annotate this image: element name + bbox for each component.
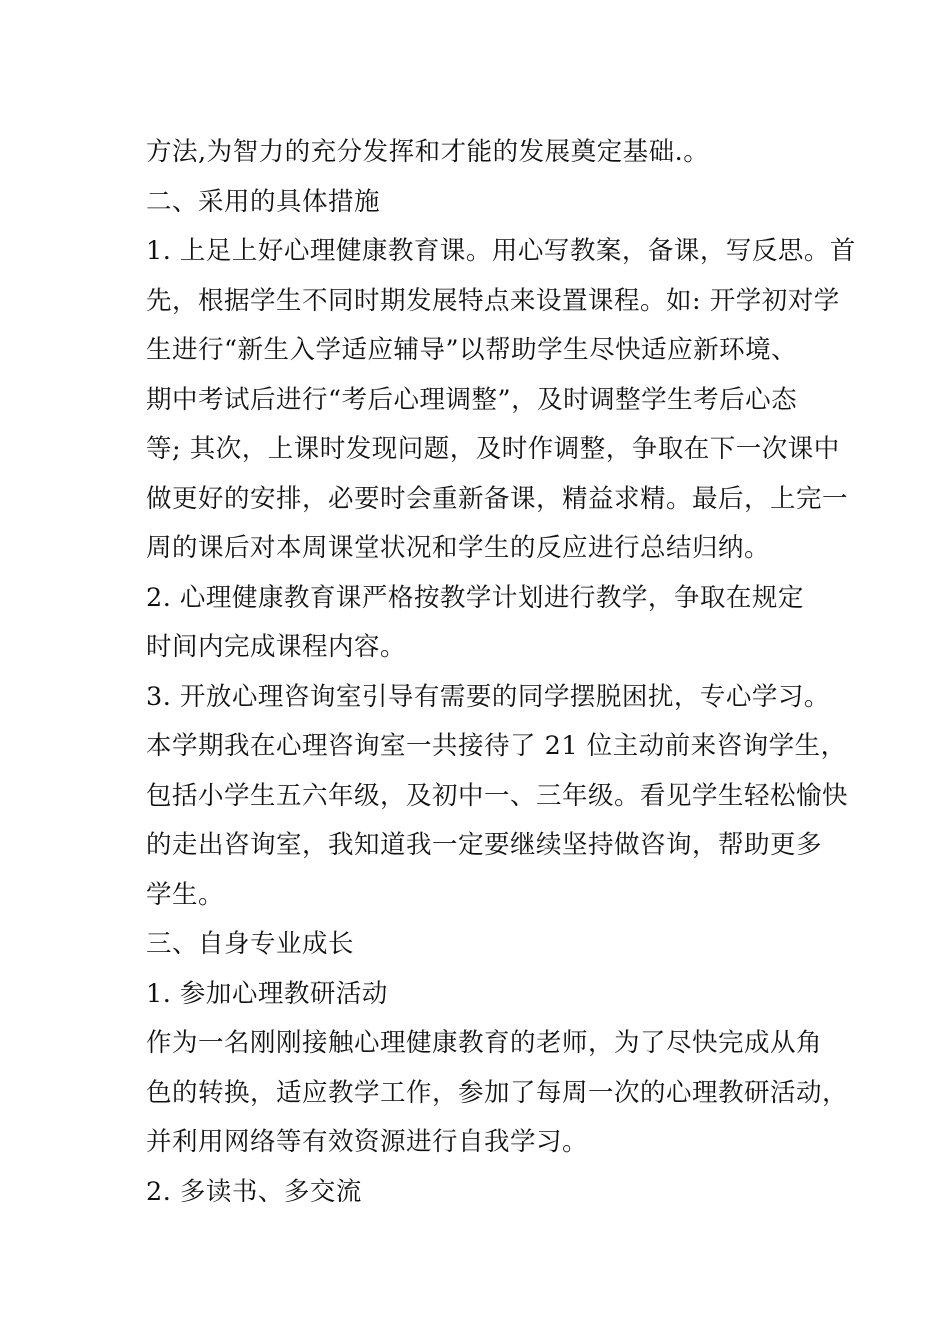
body-line-18: 1. 参加心理教研活动 [146,978,388,1009]
body-line-11: 时间内完成课程内容。 [146,632,407,662]
document-body [146,128,856,1217]
body-line-13: 本学期我在心理咨询室一共接待了 21 位主动前来咨询学生， [146,731,847,761]
section-heading-growth: 三、自身专业成长 [146,929,355,959]
body-line-12: 3. 开放心理咨询室引导有需要的同学摆脱困扰，专心学习。 [146,681,830,712]
section-heading-measures: 二、采用的具体措施 [146,186,381,217]
body-line-5: 生进行“新生入学适应辅导”以帮助学生尽快适应新环境、 [146,335,798,365]
body-line-20: 色的转换，适应教学工作，参加了每周一次的心理教研活动， [146,1077,849,1108]
body-line-3: 1. 上足上好心理健康教育课。用心写教案，备课，写反思。首 [146,236,856,266]
body-line-15: 的走出咨询室，我知道我一定要继续坚持做咨询，帮助更多 [146,830,823,860]
body-line-10: 2. 心理健康教育课严格按教学计划进行教学，争取在规定 [146,582,804,613]
body-line-16: 学生。 [146,879,225,910]
body-line-4: 先，根据学生不同时期发展特点来设置课程。如: 开学初对学 [146,285,840,316]
body-line-9: 周的课后对本周课堂状况和学生的反应进行总结归纳。 [146,533,771,563]
body-line-6: 期中考试后进行“考后心理调整”，及时调整学生考后心态 [146,384,798,415]
body-line-21: 并利用网络等有效资源进行自我学习。 [146,1127,589,1157]
body-line-22: 2. 多读书、多交流 [146,1176,362,1207]
body-line-14: 包括小学生五六年级，及初中一、三年级。看见学生轻松愉快 [146,780,849,811]
body-line-1: 方法,为智力的充分发挥和才能的发展奠定基础.。 [146,137,710,167]
body-line-19: 作为一名刚刚接触心理健康教育的老师，为了尽快完成从角 [146,1028,823,1058]
body-line-8: 做更好的安排，必要时会重新备课，精益求精。最后，上完一 [146,483,849,514]
body-line-7: 等; 其次，上课时发现问题，及时作调整，争取在下一次课中 [146,434,840,464]
